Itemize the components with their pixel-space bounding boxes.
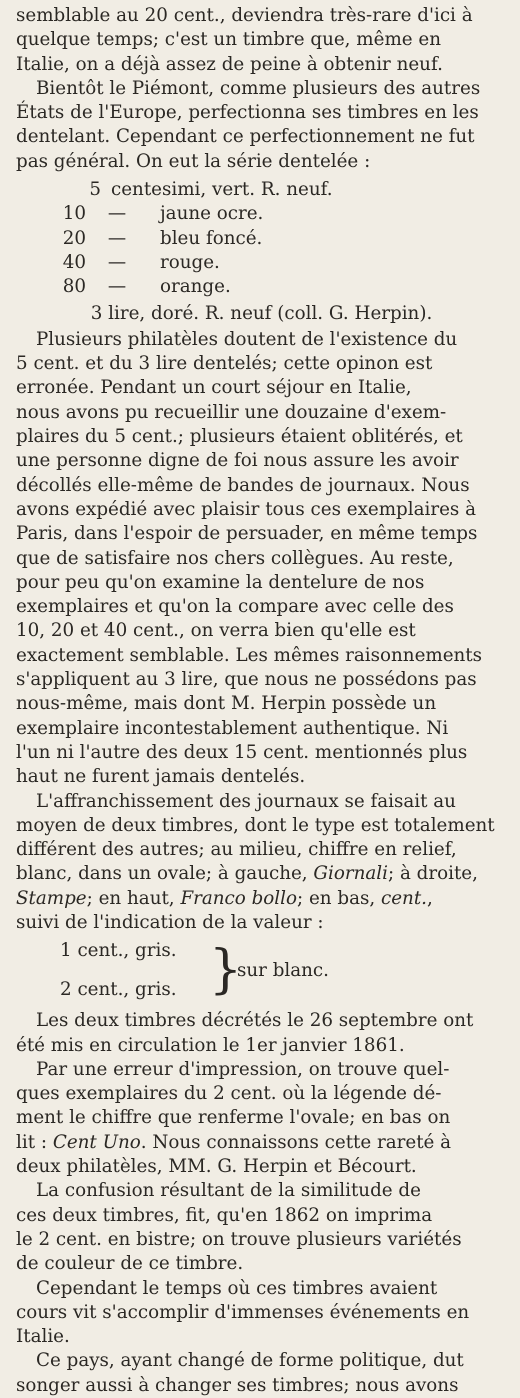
ditto-dash: — — [107, 203, 127, 225]
stamp-description: centesimi, vert. R. neuf. — [111, 179, 333, 201]
stamp-color: orange. — [160, 276, 231, 298]
paragraph-decretes — [16, 1009, 507, 1058]
text-line: Italie. — [16, 1326, 70, 1348]
text-line: que de satisfaire nos chers collègues. Au reste, — [16, 547, 454, 569]
text-line — [16, 1131, 507, 1155]
text-line: pas général. On eut la série dentelée : — [16, 150, 371, 172]
text-run: ; en haut, — [86, 887, 181, 909]
text-line: moyen de deux timbres, dont le type est totalement — [16, 814, 495, 836]
italic-term: Giornali — [313, 863, 388, 885]
text-line: ment le chiffre que renferme l'ovale; en bas on — [16, 1107, 451, 1129]
list-item — [16, 202, 507, 226]
text-line: cours vit s'accomplir d'immenses événements en — [16, 1301, 470, 1323]
stamp-value: 5 — [89, 179, 101, 201]
list-item — [16, 227, 507, 251]
text-line: Cependant le temps où ces timbres avaient — [36, 1277, 438, 1299]
text-line: L'affranchissement des journaux se faisait au — [36, 790, 456, 812]
ditto-dash: — — [107, 251, 127, 273]
text-line: s'appliquent au 3 lire, que nous ne possédons pas — [16, 669, 477, 691]
text-run: lit : — [16, 1131, 53, 1153]
text-line: nous avons pu recueillir une douzaine d'exem- — [16, 401, 447, 423]
text-line: semblable au 20 cent., deviendra très-rare d'ici à — [16, 5, 473, 26]
text-line: avons expédié avec plaisir tous ces exemplaires à — [16, 498, 476, 520]
ditto-dash: — — [107, 276, 127, 298]
text-line: suivi de l'indication de la valeur : — [16, 911, 324, 933]
paragraph-ce-pays — [16, 1349, 507, 1398]
text-line: pour peu qu'on examine la dentelure de nos — [16, 571, 425, 593]
text-line: une personne digne de foi nous assure les avoir — [16, 450, 459, 472]
text-line: Italie, on a déjà assez de peine à obtenir neuf. — [16, 53, 443, 75]
text-line — [16, 887, 507, 911]
stamp-color: rouge. — [160, 251, 220, 273]
paragraph-piemont-dentele — [16, 77, 507, 174]
italic-term: cent. — [380, 887, 427, 909]
text-line: différent des autres; au milieu, chiffre en relief, — [16, 839, 457, 861]
text-line: quelque temps; c'est un timbre que, même en — [16, 29, 442, 51]
italic-term: Franco bollo — [180, 887, 297, 909]
text-line: exemplaire incontestablement authentique. Ni — [16, 717, 449, 739]
text-run: blanc, dans un ovale; à gauche, — [16, 863, 314, 885]
text-run: , — [426, 887, 433, 909]
text-line: le 2 cent. en bistre; on trouve plusieurs variétés — [16, 1228, 462, 1250]
paragraph-philateles-doutent — [16, 328, 507, 790]
stamp-color: bleu foncé. — [160, 227, 263, 249]
list-item — [16, 275, 507, 299]
text-line: erronée. Pendant un court séjour en Italie, — [16, 377, 412, 399]
italic-term: Cent Uno — [52, 1131, 141, 1153]
text-line: 5 cent. et du 3 lire dentelés; cette opinon est — [16, 353, 433, 375]
text-run: ; en bas, — [297, 887, 381, 909]
text-line: Plusieurs philatèles doutent de l'existence du — [36, 328, 458, 350]
list-item — [16, 178, 507, 202]
newspaper-stamps-block — [16, 939, 507, 1003]
text-line: de couleur de ce timbre. — [16, 1253, 244, 1275]
intro-paragraph — [16, 4, 507, 77]
text-line: nous-même, mais dont M. Herpin possède un — [16, 693, 437, 715]
text-line: ques exemplaires du 2 cent. où la légende dé- — [16, 1083, 442, 1105]
paragraph-affranchissement-journaux — [16, 790, 507, 936]
text-line: États de l'Europe, perfectionna ses timbres en les — [16, 102, 479, 124]
text-line: Ce pays, ayant changé de forme politique, dut — [36, 1350, 464, 1372]
text-run: . Nous connaissons cette rareté à — [140, 1131, 452, 1153]
stamp-two-cent: 2 cent., gris. — [60, 979, 177, 1001]
stamp-value: 10 — [62, 203, 86, 225]
stamp-one-cent: 1 cent., gris. — [60, 940, 177, 962]
stamp-color: jaune ocre. — [160, 203, 264, 225]
paragraph-erreur-impression — [16, 1058, 507, 1179]
list-item — [16, 251, 507, 275]
text-line: décollés elle-même de bandes de journaux. Nous — [16, 474, 470, 496]
text-line: Bientôt le Piémont, comme plusieurs des autres — [36, 77, 481, 99]
italic-term: Stampe — [16, 887, 87, 909]
paragraph-confusion — [16, 1179, 507, 1276]
ditto-dash: — — [107, 227, 127, 249]
text-line: deux philatèles, MM. G. Herpin et Bécourt. — [16, 1156, 417, 1178]
text-line: haut ne furent jamais dentelés. — [16, 766, 306, 788]
text-line: plaires du 5 cent.; plusieurs étaient oblitérés, et — [16, 426, 463, 448]
text-line: Paris, dans l'espoir de persuader, en même temps — [16, 523, 478, 545]
text-line — [16, 862, 507, 886]
stamp-series-list — [16, 178, 507, 326]
text-line: été mis en circulation le 1er janvier 1861. — [16, 1034, 405, 1056]
text-line: songer aussi à changer ses timbres; nous avons — [16, 1374, 459, 1396]
text-line: dentelant. Cependant ce perfectionnement ne fut — [16, 126, 475, 148]
paragraph-cependant — [16, 1277, 507, 1350]
lire-stamp-line: 3 lire, doré. R. neuf (coll. G. Herpin). — [90, 302, 433, 324]
stamp-value: 20 — [62, 227, 86, 249]
text-line: exemplaires et qu'on la compare avec celle des — [16, 596, 454, 618]
text-line: Par une erreur d'impression, on trouve quel- — [36, 1058, 450, 1080]
stamp-value: 80 — [62, 276, 86, 298]
paper-color-note: sur blanc. — [237, 960, 329, 982]
text-line: La confusion résultant de la similitude de — [36, 1180, 421, 1202]
text-line: exactement semblable. Les mêmes raisonnements — [16, 644, 483, 666]
text-line: ces deux timbres, fit, qu'en 1862 on imprima — [16, 1204, 433, 1226]
text-run: ; à droite, — [387, 863, 478, 885]
curly-brace: } — [209, 940, 243, 1001]
text-line: l'un ni l'autre des deux 15 cent. mentionnés plus — [16, 741, 468, 763]
text-line: 10, 20 et 40 cent., on verra bien qu'elle est — [16, 620, 416, 642]
text-line: Les deux timbres décrétés le 26 septembre ont — [36, 1010, 474, 1032]
stamp-value: 40 — [62, 251, 86, 273]
